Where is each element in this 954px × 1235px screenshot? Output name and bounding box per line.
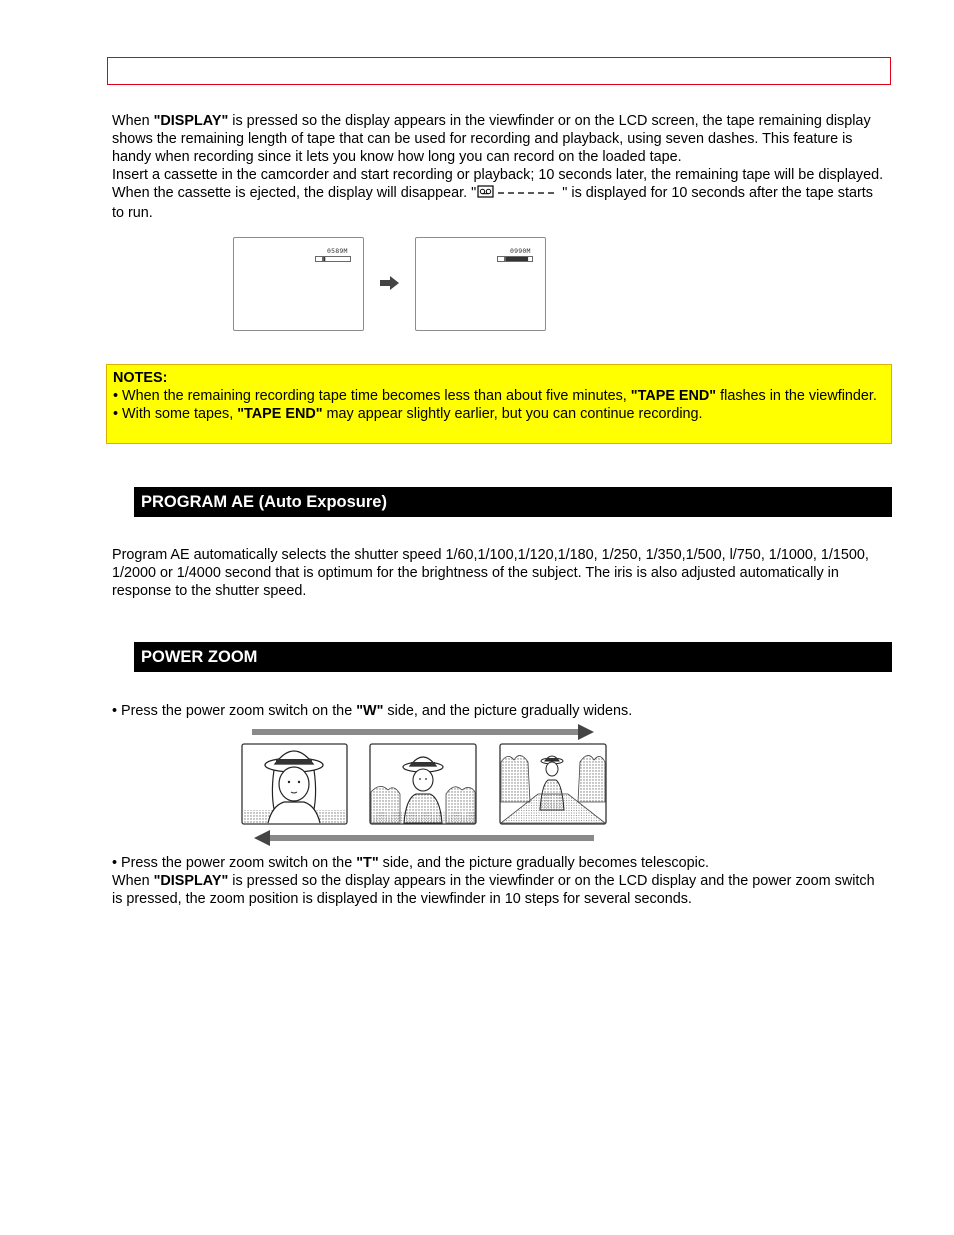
tape-bar-fill-before bbox=[324, 257, 325, 261]
tape-remaining-bar-after bbox=[497, 256, 533, 262]
tape-remaining-paragraph-2: Insert a cassette in the camcorder and start recording or playback; 10 seconds later, the remaining tape will be displayed. When the cassette is ejected, the display will disappear. " " is displayed for 10 seconds after the tape starts to run. bbox=[112, 167, 884, 221]
note-item: • When the remaining recording tape time becomes less than about five minutes, "TAPE END" flashes in the viewfinder. bbox=[113, 388, 877, 404]
widen-arrow-icon bbox=[252, 724, 594, 740]
tape-readout-before: 0589M bbox=[327, 247, 348, 255]
power-zoom-w-text: • Press the power zoom switch on the "W" side, and the picture gradually widens. bbox=[112, 703, 633, 719]
note-item: • With some tapes, "TAPE END" may appear slightly earlier, but you can continue recording. bbox=[113, 406, 703, 422]
zoom-illustration bbox=[238, 722, 610, 850]
power-zoom-t-line: • Press the power zoom switch on the "T" side, and the picture gradually becomes telescopic. bbox=[112, 855, 710, 871]
cassette-dashes-icon bbox=[476, 185, 562, 204]
section-title-box bbox=[107, 57, 891, 85]
zoom-frame-tele bbox=[242, 744, 347, 824]
program-ae-heading: PROGRAM AE (Auto Exposure) bbox=[134, 487, 892, 517]
tape-remaining-paragraph-1: When "DISPLAY" is pressed so the display appears in the viewfinder or on the LCD screen, the tape remaining display shows the remaining length of tape that can be used for recording and playback, using seven dashes. This feature is handy when recording since it lets you know how long you can record on the loaded tape. bbox=[112, 113, 871, 165]
power-zoom-display-line: When "DISPLAY" is pressed so the display appears in the viewfinder or on the LCD display and the power zoom switch is pressed, the zoom position is displayed in the viewfinder in 10 steps for several seconds. bbox=[112, 873, 875, 907]
viewfinder-screen-after bbox=[415, 237, 546, 331]
viewfinder-screen-before bbox=[233, 237, 364, 331]
tele-arrow-icon bbox=[254, 830, 594, 846]
program-ae-body: Program AE automatically selects the shutter speed 1/60,1/100,1/120,1/180, 1/250, 1/350,1/500, l/750, 1/1000, 1/1500, 1/2000 or 1/4000 second that is optimum for the brightness of the subject. The iris is also adjusted automatically in response to the shutter speed. bbox=[112, 547, 869, 599]
power-zoom-t-text bbox=[112, 854, 887, 908]
notes-title: NOTES: bbox=[113, 370, 168, 386]
power-zoom-heading: POWER ZOOM bbox=[134, 642, 892, 672]
tape-remaining-text bbox=[112, 112, 887, 222]
arrow-right-icon bbox=[380, 276, 400, 290]
notes-box bbox=[106, 364, 892, 444]
zoom-frame-wide bbox=[500, 744, 606, 824]
tape-bar-fill-after bbox=[506, 257, 528, 261]
tape-readout-after: 0990M bbox=[510, 247, 531, 255]
zoom-frame-medium bbox=[370, 744, 476, 824]
tape-remaining-bar-before bbox=[315, 256, 351, 262]
display-keyword: "DISPLAY" bbox=[153, 113, 229, 129]
